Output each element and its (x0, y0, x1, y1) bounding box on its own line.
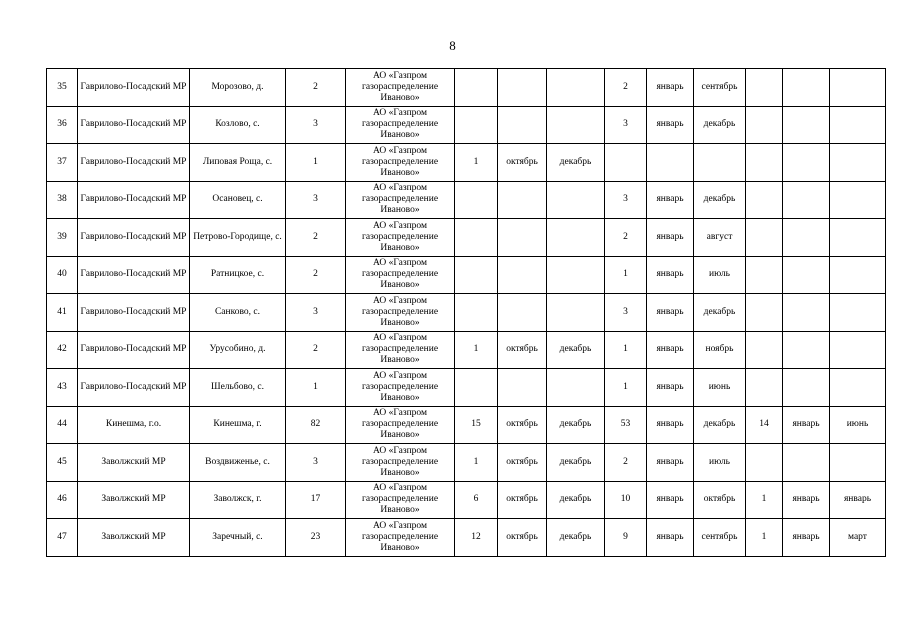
period3-end-cell (830, 106, 886, 144)
district-cell: Гаврилово-Посадский МР (78, 294, 190, 332)
period3-start-cell (783, 331, 830, 369)
table-row (47, 369, 886, 407)
row-number-cell: 40 (47, 256, 78, 294)
period1-end-cell (547, 69, 605, 107)
organization-cell: АО «Газпром газораспределение Иваново» (346, 369, 455, 407)
total-count-cell: 3 (286, 294, 346, 332)
period3-start-cell (783, 144, 830, 182)
period2-end-cell: июль (694, 444, 746, 482)
period1-start-cell (498, 369, 547, 407)
period3-count-cell (746, 294, 783, 332)
period3-end-cell (830, 331, 886, 369)
row-number-cell: 43 (47, 369, 78, 407)
total-count-cell: 82 (286, 406, 346, 444)
period3-start-cell: январь (783, 519, 830, 557)
district-cell: Заволжский МР (78, 519, 190, 557)
period1-count-cell: 12 (455, 519, 498, 557)
period1-end-cell: декабрь (547, 144, 605, 182)
organization-cell: АО «Газпром газораспределение Иваново» (346, 519, 455, 557)
period3-end-cell (830, 444, 886, 482)
period3-count-cell (746, 444, 783, 482)
period1-count-cell (455, 256, 498, 294)
period3-end-cell (830, 219, 886, 257)
period1-count-cell: 1 (455, 144, 498, 182)
settlement-cell: Шельбово, с. (190, 369, 286, 407)
period1-count-cell (455, 106, 498, 144)
row-number-cell: 47 (47, 519, 78, 557)
table-row (47, 331, 886, 369)
period2-count-cell: 3 (605, 106, 647, 144)
period1-count-cell (455, 219, 498, 257)
table-row (47, 444, 886, 482)
period2-count-cell: 9 (605, 519, 647, 557)
period1-start-cell: октябрь (498, 331, 547, 369)
period1-end-cell: декабрь (547, 444, 605, 482)
schedule-table (46, 68, 886, 557)
table-row (47, 181, 886, 219)
period2-count-cell: 3 (605, 294, 647, 332)
settlement-cell: Петрово-Городище, с. (190, 219, 286, 257)
period1-start-cell (498, 294, 547, 332)
period2-start-cell: январь (647, 444, 694, 482)
period1-end-cell (547, 106, 605, 144)
total-count-cell: 3 (286, 106, 346, 144)
period1-count-cell: 1 (455, 444, 498, 482)
table-row (47, 219, 886, 257)
settlement-cell: Ратницкое, с. (190, 256, 286, 294)
row-number-cell: 42 (47, 331, 78, 369)
period2-end-cell: декабрь (694, 106, 746, 144)
period1-count-cell: 15 (455, 406, 498, 444)
total-count-cell: 3 (286, 181, 346, 219)
period3-start-cell: январь (783, 481, 830, 519)
period3-count-cell (746, 256, 783, 294)
period3-count-cell (746, 331, 783, 369)
settlement-cell: Санково, с. (190, 294, 286, 332)
period2-count-cell: 2 (605, 219, 647, 257)
organization-cell: АО «Газпром газораспределение Иваново» (346, 181, 455, 219)
period2-count-cell: 2 (605, 69, 647, 107)
organization-cell: АО «Газпром газораспределение Иваново» (346, 256, 455, 294)
period3-end-cell: январь (830, 481, 886, 519)
row-number-cell: 38 (47, 181, 78, 219)
district-cell: Гаврилово-Посадский МР (78, 144, 190, 182)
period1-start-cell (498, 181, 547, 219)
district-cell: Гаврилово-Посадский МР (78, 256, 190, 294)
district-cell: Гаврилово-Посадский МР (78, 69, 190, 107)
settlement-cell: Урусобино, д. (190, 331, 286, 369)
period3-start-cell (783, 369, 830, 407)
period2-end-cell: декабрь (694, 406, 746, 444)
period2-end-cell (694, 144, 746, 182)
period3-start-cell (783, 106, 830, 144)
period3-start-cell (783, 181, 830, 219)
organization-cell: АО «Газпром газораспределение Иваново» (346, 294, 455, 332)
period1-count-cell (455, 294, 498, 332)
period2-count-cell: 1 (605, 256, 647, 294)
settlement-cell: Осановец, с. (190, 181, 286, 219)
row-number-cell: 45 (47, 444, 78, 482)
row-number-cell: 39 (47, 219, 78, 257)
district-cell: Гаврилово-Посадский МР (78, 106, 190, 144)
period3-end-cell (830, 369, 886, 407)
period3-count-cell (746, 144, 783, 182)
period2-end-cell: июнь (694, 369, 746, 407)
period1-start-cell (498, 256, 547, 294)
period1-count-cell (455, 181, 498, 219)
period3-count-cell (746, 181, 783, 219)
period3-end-cell: март (830, 519, 886, 557)
period2-count-cell: 10 (605, 481, 647, 519)
organization-cell: АО «Газпром газораспределение Иваново» (346, 219, 455, 257)
district-cell: Гаврилово-Посадский МР (78, 369, 190, 407)
total-count-cell: 1 (286, 144, 346, 182)
table-body (47, 69, 886, 557)
total-count-cell: 2 (286, 69, 346, 107)
period3-count-cell (746, 106, 783, 144)
period1-end-cell: декабрь (547, 519, 605, 557)
district-cell: Гаврилово-Посадский МР (78, 219, 190, 257)
row-number-cell: 37 (47, 144, 78, 182)
period2-end-cell: август (694, 219, 746, 257)
table-row (47, 106, 886, 144)
table-row (47, 256, 886, 294)
period3-end-cell (830, 144, 886, 182)
district-cell: Гаврилово-Посадский МР (78, 331, 190, 369)
period2-start-cell: январь (647, 69, 694, 107)
period1-count-cell: 1 (455, 331, 498, 369)
settlement-cell: Липовая Роща, с. (190, 144, 286, 182)
period1-end-cell (547, 181, 605, 219)
district-cell: Заволжский МР (78, 444, 190, 482)
row-number-cell: 46 (47, 481, 78, 519)
period2-start-cell: январь (647, 219, 694, 257)
organization-cell: АО «Газпром газораспределение Иваново» (346, 144, 455, 182)
period2-count-cell: 3 (605, 181, 647, 219)
period1-start-cell: октябрь (498, 144, 547, 182)
total-count-cell: 1 (286, 369, 346, 407)
row-number-cell: 36 (47, 106, 78, 144)
period3-start-cell (783, 69, 830, 107)
period3-start-cell: январь (783, 406, 830, 444)
period2-end-cell: октябрь (694, 481, 746, 519)
period2-end-cell: декабрь (694, 294, 746, 332)
period1-start-cell (498, 106, 547, 144)
district-cell: Гаврилово-Посадский МР (78, 181, 190, 219)
district-cell: Заволжский МР (78, 481, 190, 519)
period3-count-cell (746, 69, 783, 107)
period2-start-cell: январь (647, 106, 694, 144)
period2-start-cell: январь (647, 181, 694, 219)
period3-start-cell (783, 256, 830, 294)
district-cell: Кинешма, г.о. (78, 406, 190, 444)
total-count-cell: 2 (286, 331, 346, 369)
period1-count-cell (455, 369, 498, 407)
table-row (47, 406, 886, 444)
total-count-cell: 3 (286, 444, 346, 482)
period3-end-cell (830, 294, 886, 332)
period1-start-cell (498, 69, 547, 107)
period2-count-cell: 2 (605, 444, 647, 482)
period2-start-cell: январь (647, 331, 694, 369)
period2-end-cell: сентябрь (694, 69, 746, 107)
row-number-cell: 44 (47, 406, 78, 444)
table-row (47, 144, 886, 182)
period2-start-cell: январь (647, 256, 694, 294)
settlement-cell: Заречный, с. (190, 519, 286, 557)
settlement-cell: Морозово, д. (190, 69, 286, 107)
organization-cell: АО «Газпром газораспределение Иваново» (346, 106, 455, 144)
period2-start-cell: январь (647, 369, 694, 407)
row-number-cell: 41 (47, 294, 78, 332)
period2-count-cell: 1 (605, 331, 647, 369)
organization-cell: АО «Газпром газораспределение Иваново» (346, 481, 455, 519)
period2-start-cell (647, 144, 694, 182)
settlement-cell: Воздвиженье, с. (190, 444, 286, 482)
period2-start-cell: январь (647, 519, 694, 557)
period3-end-cell (830, 256, 886, 294)
period1-end-cell (547, 294, 605, 332)
organization-cell: АО «Газпром газораспределение Иваново» (346, 444, 455, 482)
row-number-cell: 35 (47, 69, 78, 107)
settlement-cell: Заволжск, г. (190, 481, 286, 519)
period2-end-cell: ноябрь (694, 331, 746, 369)
period2-end-cell: июль (694, 256, 746, 294)
period2-start-cell: январь (647, 481, 694, 519)
period3-count-cell: 1 (746, 519, 783, 557)
period3-start-cell (783, 219, 830, 257)
period3-count-cell: 1 (746, 481, 783, 519)
period1-end-cell (547, 256, 605, 294)
period1-start-cell (498, 219, 547, 257)
total-count-cell: 23 (286, 519, 346, 557)
period3-end-cell: июнь (830, 406, 886, 444)
period3-start-cell (783, 444, 830, 482)
organization-cell: АО «Газпром газораспределение Иваново» (346, 331, 455, 369)
period1-count-cell: 6 (455, 481, 498, 519)
period1-start-cell: октябрь (498, 444, 547, 482)
period2-end-cell: сентябрь (694, 519, 746, 557)
period1-end-cell: декабрь (547, 331, 605, 369)
organization-cell: АО «Газпром газораспределение Иваново» (346, 69, 455, 107)
period3-end-cell (830, 181, 886, 219)
table-row (47, 519, 886, 557)
period1-count-cell (455, 69, 498, 107)
period2-end-cell: декабрь (694, 181, 746, 219)
period1-start-cell: октябрь (498, 481, 547, 519)
period2-count-cell: 1 (605, 369, 647, 407)
period3-count-cell: 14 (746, 406, 783, 444)
table-row (47, 481, 886, 519)
period1-end-cell (547, 369, 605, 407)
period2-count-cell (605, 144, 647, 182)
period1-end-cell: декабрь (547, 406, 605, 444)
page-number: 8 (449, 38, 456, 53)
settlement-cell: Козлово, с. (190, 106, 286, 144)
period2-start-cell: январь (647, 406, 694, 444)
period3-count-cell (746, 369, 783, 407)
period1-end-cell: декабрь (547, 481, 605, 519)
organization-cell: АО «Газпром газораспределение Иваново» (346, 406, 455, 444)
period3-count-cell (746, 219, 783, 257)
total-count-cell: 17 (286, 481, 346, 519)
total-count-cell: 2 (286, 219, 346, 257)
period3-end-cell (830, 69, 886, 107)
period1-start-cell: октябрь (498, 406, 547, 444)
period3-start-cell (783, 294, 830, 332)
settlement-cell: Кинешма, г. (190, 406, 286, 444)
period2-count-cell: 53 (605, 406, 647, 444)
table-row (47, 69, 886, 107)
period1-start-cell: октябрь (498, 519, 547, 557)
total-count-cell: 2 (286, 256, 346, 294)
period2-start-cell: январь (647, 294, 694, 332)
table-row (47, 294, 886, 332)
period1-end-cell (547, 219, 605, 257)
